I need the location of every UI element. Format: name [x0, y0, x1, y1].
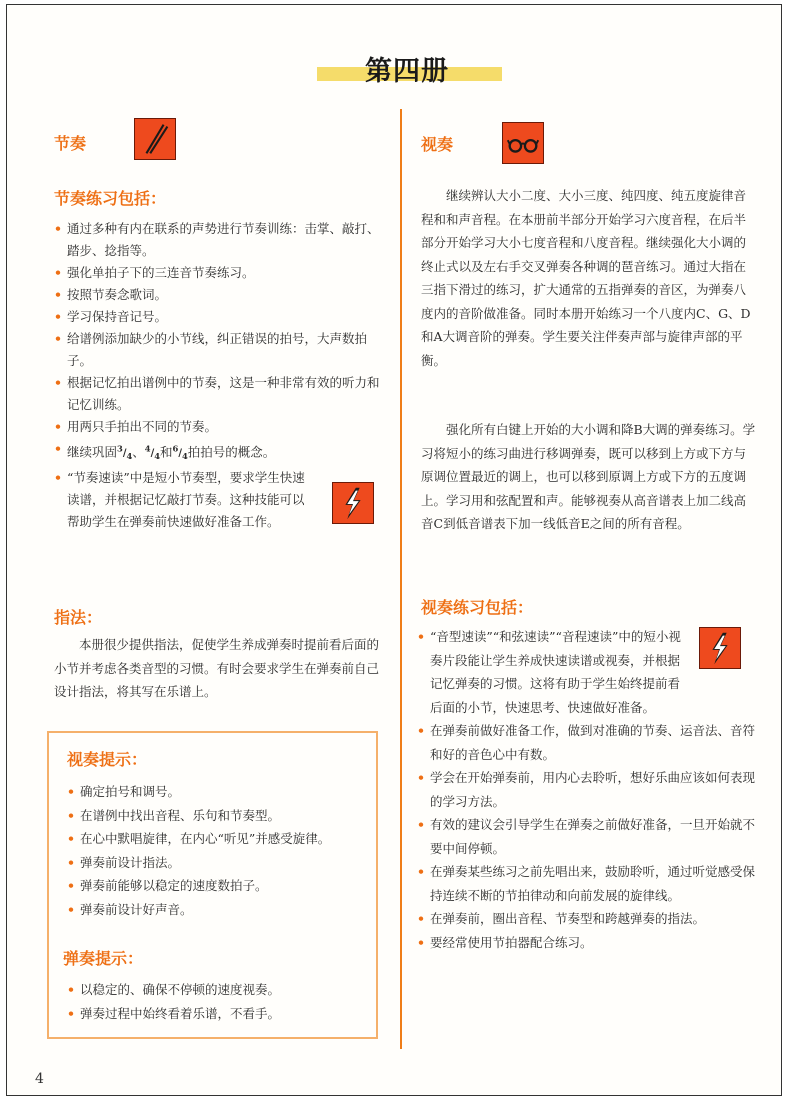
list-item: • 给谱例添加缺少的小节线，纠正错误的拍号，大声数拍子。: [54, 331, 368, 368]
list-item: • “节奏速读”中是短小节奏型，要求学生快速读谱，并根据记忆敲打节奏。这种技能可以帮助学生在弹奏前快速做好准备工作。: [54, 470, 305, 530]
page: [6, 4, 782, 1096]
list-item: • 学习保持音记号。: [54, 309, 168, 324]
list-item: • 确定拍号和调号。: [67, 784, 181, 799]
list-item: • 在弹奏前，圈出音程、节奏型和跨越弹奏的指法。: [417, 911, 706, 926]
list-item: • 用两只手拍出不同的节奏。: [54, 419, 218, 434]
play-tips-heading: 弹奏提示：: [63, 949, 144, 968]
sight-practice-list: [417, 625, 757, 954]
list-item: • 要经常使用节拍器配合练习。: [417, 934, 593, 950]
list-item: • 在谱例中找出音程、乐句和节奏型。: [67, 807, 281, 823]
list-item: • 弹奏前设计好声音。: [67, 901, 193, 917]
list-item: • 弹奏过程中始终看着乐谱，不看手。: [67, 1005, 281, 1021]
fingering-heading: 指法：: [54, 608, 103, 627]
list-item: • 通过多种有内在联系的声势进行节奏训练：击掌、敲打、踏步、捻指等。: [54, 221, 380, 258]
list-item: • 在弹奏某些练习之前先唱出来，鼓励聆听，通过听觉感受保持连续不断的节拍律动和向前发展的旋律线。: [417, 864, 756, 903]
list-item: • 弹奏前能够以稳定的速度数拍子。: [67, 878, 268, 893]
sight-reading-heading: 视奏: [421, 135, 454, 154]
sight-practice-heading: 视奏练习包括：: [421, 598, 534, 617]
list-item: • 以稳定的、确保不停顿的速度视奏。: [67, 982, 281, 997]
list-item: • 根据记忆拍出谱例中的节奏，这是一种非常有效的听力和记忆训练。: [54, 375, 380, 412]
rhythm-practice-heading: 节奏练习包括：: [54, 189, 167, 208]
page-number: 4: [35, 1071, 44, 1087]
list-item: • 在心中默唱旋律，在内心“听见”并感受旋律。: [67, 831, 331, 846]
list-item: • 强化单拍子下的三连音节奏练习。: [54, 265, 255, 280]
sight-tips-heading: 视奏提示：: [67, 750, 148, 769]
sight-reading-para-2: 强化所有白键上开始的大小调和降B大调的弹奏练习。学习将短小的练习曲进行移调弹奏，既可以移到上方或下方与原调位置最近的调上，也可以移到原调上方或下方的五度调上。学习用和弦配置和声。能够视奏从高音谱表上加二线高音C到低音谱表下加一线低音E之间的所有音程。: [421, 422, 756, 531]
play-tips-list: [67, 978, 367, 1025]
list-item: • 学会在开始弹奏前，用内心去聆听，想好乐曲应该如何表现的学习方法。: [417, 770, 756, 809]
list-item: • 有效的建议会引导学生在弹奏之前做好准备，一旦开始就不要中间停顿。: [417, 817, 756, 856]
sight-tips-list: [67, 780, 367, 921]
list-item: • “音型速读”“和弦速读”“音程速读”中的短小视奏片段能让学生养成快速读谱或视奏，并根据记忆弹奏的习惯。这将有助于学生始终提前看后面的小节，快速思考、快速做好准备。: [417, 629, 681, 715]
list-item: • 在弹奏前做好准备工作，做到对准确的节奏、运音法、音符和好的音色心中有数。: [417, 723, 756, 762]
list-item: • 弹奏前设计指法。: [67, 854, 181, 870]
crossed-sticks-icon: [134, 118, 176, 160]
page-title: 第四册: [365, 56, 449, 87]
column-divider: [400, 109, 402, 1049]
glasses-icon: [502, 122, 544, 164]
sight-reading-para-1: 继续辨认大小二度、大小三度、纯四度、纯五度旋律音程和和声音程。在本册前半部分开始学习六度音程，在后半部分开始学习大小七度音程和八度音程。继续强化大小调的终止式以及左右手交叉弹奏各种调的琶音练习。通过大指在三指下滑过的练习，扩大通常的五指弹奏的音区，为弹奏八度内的音阶做准备。同时本册开始练习一个八度内C、G、D和A大调音阶的弹奏。学生要关注伴奏声部与旋律声部的平衡。: [421, 188, 751, 368]
list-item: • 按照节奏念歌词。: [54, 287, 168, 302]
fingering-text: 本册很少提供指法，促使学生养成弹奏时提前看后面的小节并考虑各类音型的习惯。有时会要求学生在弹奏前自己设计指法，将其写在乐谱上。: [54, 637, 380, 699]
list-item-time-signatures: • 继续巩固$^3/_4$、$^4/_4$和$^6/_4$拍拍号的概念。: [54, 441, 276, 462]
rhythm-heading: 节奏: [54, 134, 87, 153]
lightning-icon: [332, 482, 374, 524]
